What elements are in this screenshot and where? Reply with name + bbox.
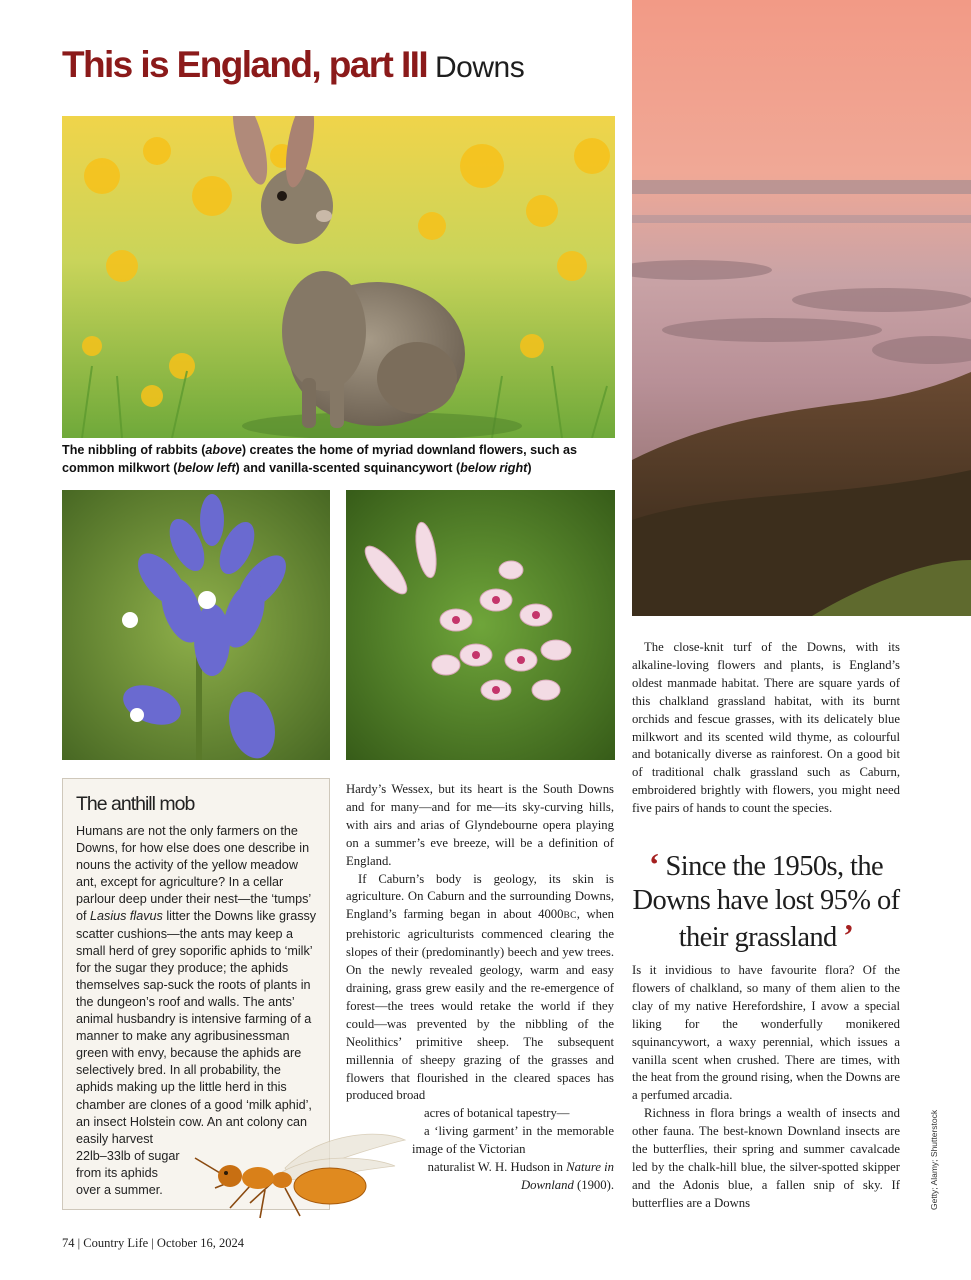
caption-text: ) (527, 461, 532, 475)
article-text: (1900). (573, 1177, 614, 1192)
headline-subtitle: Downs (435, 51, 525, 84)
quote-open-mark: ‘ (648, 846, 659, 882)
article-text: naturalist W. H. Hudson in (427, 1160, 567, 1175)
caption-em: above (205, 443, 242, 457)
caption-text: ) and vanilla-scented squinancywort ( (235, 461, 461, 475)
article-column-middle (346, 781, 614, 1195)
sidebar-species: Lasius flavus (90, 909, 163, 924)
rabbit-photo (62, 116, 615, 438)
page-footer: 74 | Country Life | October 16, 2024 (62, 1236, 245, 1250)
article-column-right-top (632, 639, 900, 818)
book-title: Nature in Downland (520, 1160, 614, 1192)
caption-text: ) creates the home of myriad downland flowers, such as common milkwort ( (62, 443, 578, 475)
photo-credit: Getty; Alamy; Shutterstock (929, 1109, 939, 1210)
article-paragraph: Richness in flora brings a wealth of insects and other fauna. The best-known Downland insects are the butterflies, their spring and summer cavalcade led by the chalk-hill blue, the silver-spotted skipper and the Adonis blue, a fallen snip of sky. If butterflies are a Downs (632, 1106, 900, 1210)
sidebar-text: from its aphids (76, 1165, 158, 1180)
milkwort-photo (62, 490, 330, 760)
milkwort-flower-icon (62, 490, 330, 760)
page-headline (62, 44, 524, 86)
sidebar-title: The anthill mob (76, 793, 195, 815)
pull-quote (632, 847, 900, 955)
squinancywort-photo (346, 490, 615, 760)
article-text (346, 1159, 614, 1195)
article-paragraph: Is it invidious to have favourite flora? Of the flowers of chalkland, so many of them alien to the clay of my native Herefordshire, I avow a special liking for the wonderfully monikered squinancywort, a waxy perennial, which issues a vanilla scent when crushed. There are times, with the heat from the ground rising, when the Downs are a perfumed arcadia. (632, 963, 900, 1103)
downs-landscape-photo (632, 0, 971, 616)
article-text: a ‘living garment’ in the memorable image of the Victorian (412, 1124, 614, 1157)
article-text: BC (563, 911, 577, 922)
caption-em: below right (460, 461, 528, 475)
article-paragraph: Hardy’s Wessex, but its heart is the South Downs and for many—and for me—its sky-curving hills, with airs and arias of Glyndebourne opera playing on a summer’s eve breeze, will be a definition of England. (346, 782, 614, 868)
misty-downs-landscape-icon (632, 0, 971, 616)
sidebar-text: 22lb–33lb of sugar (76, 1148, 180, 1163)
quote-close-mark: ’ (843, 917, 854, 953)
rabbit-in-meadow-icon (62, 116, 615, 438)
sidebar-text: over a summer. (76, 1182, 163, 1197)
article-text: If Caburn’s body is geology, its skin is agriculture. On Caburn and the surrounding Downs, England’s farming began in about 4000 (346, 871, 614, 922)
headline-title: This is England, part III (62, 44, 427, 85)
article-paragraph (346, 871, 614, 1195)
sidebar-text: Humans are not the only farmers on the Downs, for how else does one describe in nouns the activity of the yellow meadow ant, except for agriculture? In a cellar parlour deep under their nest—the ‘tumps’ of (76, 824, 311, 924)
pull-quote-text: Since the 1950s, the Downs have lost 95% of their grassland (632, 851, 900, 953)
sidebar-text: litter the Downs like grassy scatter cushions—the ants may keep a small herd of grey soporific aphids to ‘milk’ for the sugar they produce; the aphids themselves sap-suck the roots of plants in the dungeon’s roof and walls. The ants’ animal husbandry is intensive farming of a manner to make any agribusinessman green with envy, because the aphids are selectively bred. In all probability, the aphids making up the little herd in this chamber are clones of a good ‘milk aphid’, an insect Holstein cow. An ant colony can easily harvest (76, 909, 317, 1146)
article-text: , when prehistoric agriculturists commenced clearing the slopes of their (predominantly) beech and yew trees. On the newly revealed geology, warm and easy draining, grass grew easily and the re-emergence of forest—the trees would retake the world if they could—was prevented by the nibbling of the Neolithics’ primitive sheep. The subsequent millennia of sheepy grazing of the grasses and flowers that flourished in the cleared spaces has produced broad (346, 907, 614, 1103)
article-column-right-bottom (632, 962, 900, 1213)
caption-em: below left (177, 461, 236, 475)
article-paragraph: The close-knit turf of the Downs, with its alkaline-loving flowers and plants, is England’s oldest manmade habitat. There are square yards of this chalkland grassland habitat, with its burnt orchids and fescue grasses, with its delicately blue milkwort and its scented wild thyme, as colourful and botanically diverse as rainforest. On a good bit of traditional chalk grassland such as Caburn, embroidered brightly with flowers, you might need five pairs of hands to count the species. (632, 640, 900, 816)
squinancywort-flower-icon (346, 490, 615, 760)
caption-text: The nibbling of rabbits ( (62, 443, 206, 457)
article-text: acres of botanical tapestry— (424, 1106, 570, 1121)
rabbit-caption (62, 441, 615, 477)
